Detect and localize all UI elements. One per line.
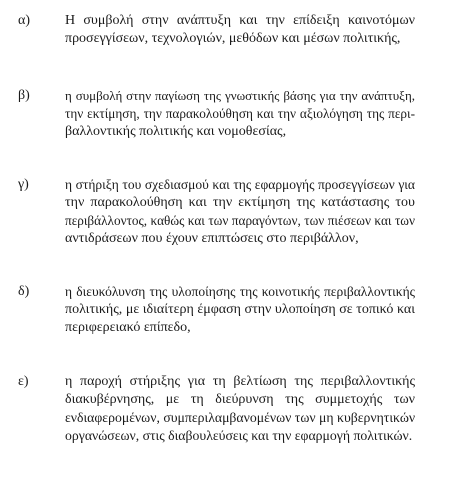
text-line: διακυβέρνησης, με τη διεύρυνση της συμμετοχής των: [65, 392, 415, 407]
text-line: οργανώσεων, στις διαβουλεύσεις και την εφαρμογή πολιτικών.: [65, 428, 413, 443]
text-line: ενδιαφερομένων, συμπεριλαμβανομένων των μη κυβερνητικών: [65, 410, 416, 425]
text-line: την παρακολούθηση και την εκτίμηση της κατάστασης του: [65, 195, 415, 210]
item-marker: γ): [18, 177, 29, 192]
item-marker: ε): [18, 374, 29, 389]
item-marker: α): [18, 13, 30, 28]
item-text: [65, 12, 415, 48]
item-marker: β): [18, 88, 30, 103]
text-line: η παροχή στήριξης για τη βελτίωση της περιβαλλοντικής: [65, 374, 415, 389]
text-line: πολιτικής, με ιδιαίτερη έμφαση στην υλοποίηση σε τοπικό και: [65, 302, 415, 317]
item-text: [65, 87, 415, 141]
text-line: προσεγγίσεων, τεχνολογιών, μεθόδων και μέσων πολιτικής,: [65, 31, 401, 46]
text-line: βαλλοντικής πολιτικής και νομοθεσίας,: [65, 124, 287, 139]
item-text: [65, 283, 415, 337]
text-line: η διευκόλυνση της υλοποίησης της κοινοτικής περιβαλλοντικής: [65, 284, 415, 299]
text-line: περιβάλλοντος, καθώς και των παραγόντων, των πιέσεων και των: [65, 213, 415, 228]
text-line: αντιδράσεων που έχουν επιπτώσεις στο περιβάλλον,: [65, 231, 359, 246]
item-text: [65, 373, 415, 445]
text-line: την εκτίμηση, την παρακολούθηση και την αξιολόγηση της περι-: [65, 106, 415, 121]
text-line: Η συμβολή στην ανάπτυξη και την επίδειξη καινοτόμων: [65, 13, 415, 28]
item-text: [65, 176, 415, 248]
item-marker: δ): [18, 284, 30, 299]
text-line: η στήριξη του σχεδιασμού και της εφαρμογής προσεγγίσεων για: [65, 177, 415, 192]
text-line: η συμβολή στην παγίωση της γνωστικής βάσης για την ανάπτυξη,: [65, 88, 415, 103]
text-line: περιφερειακό επίπεδο,: [65, 320, 191, 335]
